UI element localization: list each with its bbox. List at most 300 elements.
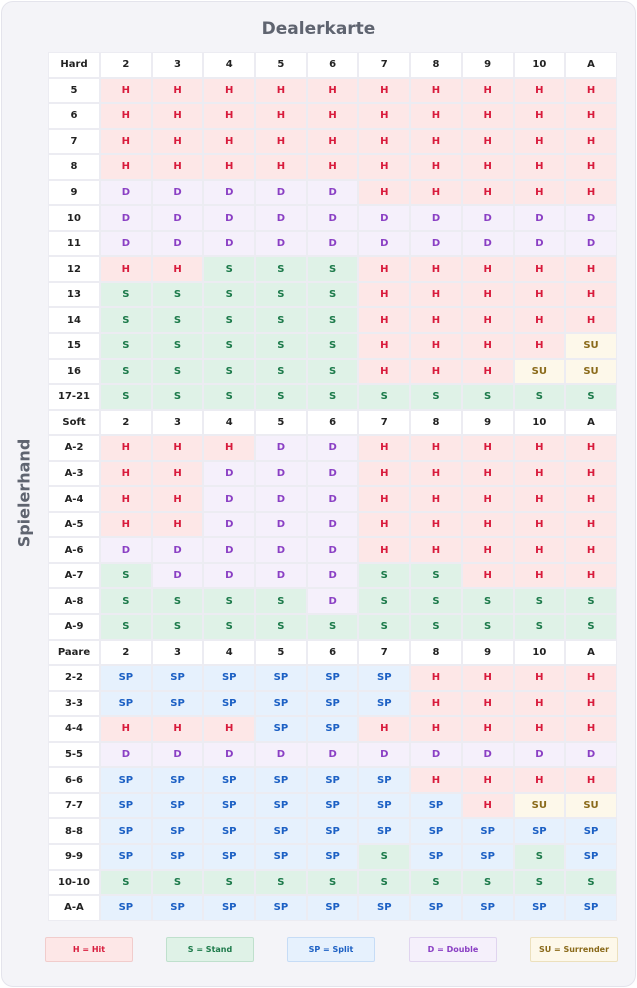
action-cell: H [462, 78, 514, 104]
action-cell: H [565, 461, 617, 487]
action-cell: SP [565, 844, 617, 870]
action-cell: SP [358, 767, 410, 793]
action-cell: S [410, 563, 462, 589]
player-hand-label: 8-8 [48, 818, 100, 844]
player-hand-label: 13 [48, 282, 100, 308]
action-cell: H [565, 486, 617, 512]
action-cell: SP [203, 793, 255, 819]
action-cell: S [203, 359, 255, 385]
action-cell: S [307, 614, 359, 640]
action-cell: H [514, 154, 566, 180]
action-cell: S [255, 359, 307, 385]
player-hand-label: A-5 [48, 512, 100, 538]
action-cell: D [203, 742, 255, 768]
action-cell: H [410, 180, 462, 206]
action-cell: H [307, 103, 359, 129]
action-cell: SP [514, 818, 566, 844]
action-cell: H [358, 359, 410, 385]
dealer-card-header: 3 [152, 52, 204, 78]
action-cell: H [514, 665, 566, 691]
action-cell: H [514, 537, 566, 563]
action-cell: S [410, 588, 462, 614]
action-cell: H [358, 716, 410, 742]
action-cell: H [514, 180, 566, 206]
action-cell: H [410, 767, 462, 793]
strategy-table [48, 52, 617, 921]
dealer-card-header: 8 [410, 410, 462, 436]
action-cell: H [100, 461, 152, 487]
action-cell: H [152, 129, 204, 155]
player-hand-label: 2-2 [48, 665, 100, 691]
action-cell: H [152, 78, 204, 104]
dealer-card-header: 10 [514, 410, 566, 436]
action-cell: H [203, 103, 255, 129]
action-cell: SP [462, 844, 514, 870]
action-cell: H [565, 691, 617, 717]
action-cell: D [152, 231, 204, 257]
action-cell: SU [514, 359, 566, 385]
action-cell: H [358, 512, 410, 538]
action-cell: D [255, 231, 307, 257]
action-cell: H [358, 333, 410, 359]
action-cell: S [307, 384, 359, 410]
player-hand-label: 16 [48, 359, 100, 385]
action-cell: H [152, 256, 204, 282]
action-cell: S [307, 333, 359, 359]
action-cell: S [203, 256, 255, 282]
player-hand-label: A-2 [48, 435, 100, 461]
action-cell: H [410, 103, 462, 129]
action-cell: H [514, 512, 566, 538]
legend-item-s: S = Stand [166, 937, 254, 962]
action-cell: SP [307, 818, 359, 844]
action-cell: D [255, 742, 307, 768]
action-cell: H [100, 512, 152, 538]
action-cell: SP [152, 691, 204, 717]
action-cell: SP [307, 844, 359, 870]
player-hand-label: A-A [48, 895, 100, 921]
action-cell: S [358, 384, 410, 410]
player-hand-label: 11 [48, 231, 100, 257]
action-cell: S [255, 614, 307, 640]
action-cell: SP [307, 691, 359, 717]
action-cell: SU [565, 333, 617, 359]
player-hand-label: 15 [48, 333, 100, 359]
action-cell: H [514, 716, 566, 742]
action-cell: SP [358, 818, 410, 844]
action-cell: H [307, 129, 359, 155]
action-cell: SP [255, 691, 307, 717]
action-cell: D [307, 742, 359, 768]
action-cell: S [203, 333, 255, 359]
action-cell: D [152, 742, 204, 768]
action-cell: H [100, 716, 152, 742]
dealer-card-header: 7 [358, 410, 410, 436]
action-cell: S [514, 588, 566, 614]
action-cell: D [152, 180, 204, 206]
player-hand-label: 9-9 [48, 844, 100, 870]
action-cell: H [152, 103, 204, 129]
player-hand-label: 4-4 [48, 716, 100, 742]
action-cell: S [203, 588, 255, 614]
action-cell: SP [100, 844, 152, 870]
action-cell: H [462, 537, 514, 563]
action-cell: H [307, 154, 359, 180]
dealer-card-header: 2 [100, 52, 152, 78]
player-hand-label: 5-5 [48, 742, 100, 768]
action-cell: S [255, 588, 307, 614]
action-cell: H [514, 461, 566, 487]
action-cell: SP [203, 895, 255, 921]
action-cell: SP [565, 895, 617, 921]
action-cell: S [203, 282, 255, 308]
action-cell: SP [307, 793, 359, 819]
action-cell: H [565, 537, 617, 563]
action-cell: D [255, 486, 307, 512]
action-cell: S [203, 614, 255, 640]
action-cell: H [358, 435, 410, 461]
player-hand-label: 6-6 [48, 767, 100, 793]
action-cell: H [462, 716, 514, 742]
action-cell: D [203, 461, 255, 487]
action-cell: S [255, 333, 307, 359]
action-cell: H [100, 103, 152, 129]
action-cell: H [410, 282, 462, 308]
side-axis-label: Spielerhand [14, 438, 34, 548]
dealer-card-header: 4 [203, 410, 255, 436]
action-cell: D [358, 205, 410, 231]
action-cell: H [514, 129, 566, 155]
player-hand-label: 17-21 [48, 384, 100, 410]
action-cell: S [100, 384, 152, 410]
action-cell: H [203, 716, 255, 742]
action-cell: H [462, 486, 514, 512]
action-cell: S [358, 844, 410, 870]
action-cell: H [410, 154, 462, 180]
action-cell: S [514, 384, 566, 410]
action-cell: D [410, 205, 462, 231]
action-cell: SP [100, 691, 152, 717]
dealer-card-header: 10 [514, 640, 566, 666]
player-hand-label: 5 [48, 78, 100, 104]
dealer-card-header: 7 [358, 640, 410, 666]
action-cell: S [565, 384, 617, 410]
action-cell: SP [307, 767, 359, 793]
action-cell: H [514, 282, 566, 308]
action-cell: D [462, 742, 514, 768]
action-cell: SP [203, 818, 255, 844]
player-hand-label: 8 [48, 154, 100, 180]
action-cell: H [358, 461, 410, 487]
action-cell: H [152, 512, 204, 538]
action-cell: S [514, 614, 566, 640]
action-cell: SU [565, 359, 617, 385]
action-cell: D [462, 205, 514, 231]
action-cell: H [152, 461, 204, 487]
action-cell: SP [152, 665, 204, 691]
action-cell: SU [565, 793, 617, 819]
action-cell: SP [358, 793, 410, 819]
action-cell: H [203, 154, 255, 180]
action-cell: S [152, 333, 204, 359]
action-cell: H [565, 154, 617, 180]
action-cell: SP [358, 665, 410, 691]
action-cell: D [462, 231, 514, 257]
action-cell: S [100, 333, 152, 359]
dealer-card-header: 8 [410, 52, 462, 78]
dealer-card-header: 9 [462, 640, 514, 666]
action-cell: H [462, 563, 514, 589]
action-cell: H [358, 154, 410, 180]
action-cell: H [514, 435, 566, 461]
action-cell: H [462, 307, 514, 333]
action-cell: H [255, 129, 307, 155]
action-cell: D [203, 180, 255, 206]
player-hand-label: A-6 [48, 537, 100, 563]
action-cell: H [462, 435, 514, 461]
action-cell: H [358, 486, 410, 512]
player-hand-label: A-8 [48, 588, 100, 614]
action-cell: D [203, 205, 255, 231]
action-cell: D [203, 537, 255, 563]
action-cell: SP [100, 818, 152, 844]
dealer-card-header: 5 [255, 410, 307, 436]
action-cell: S [565, 870, 617, 896]
action-cell: S [358, 563, 410, 589]
action-cell: H [514, 78, 566, 104]
action-cell: S [152, 359, 204, 385]
action-cell: S [152, 282, 204, 308]
action-cell: H [565, 78, 617, 104]
action-cell: H [462, 665, 514, 691]
action-cell: H [358, 103, 410, 129]
action-cell: S [152, 307, 204, 333]
action-cell: D [307, 486, 359, 512]
action-cell: H [462, 691, 514, 717]
action-cell: S [255, 282, 307, 308]
action-cell: D [255, 205, 307, 231]
action-cell: H [307, 78, 359, 104]
action-cell: SP [203, 691, 255, 717]
action-cell: H [565, 767, 617, 793]
action-cell: SP [410, 793, 462, 819]
action-cell: S [255, 307, 307, 333]
player-hand-label: 7-7 [48, 793, 100, 819]
action-cell: H [100, 154, 152, 180]
legend-item-h: H = Hit [45, 937, 133, 962]
action-cell: H [410, 537, 462, 563]
action-cell: H [514, 256, 566, 282]
action-cell: D [203, 486, 255, 512]
action-cell: SP [203, 665, 255, 691]
action-cell: H [100, 256, 152, 282]
action-cell: S [462, 384, 514, 410]
action-cell: SP [307, 895, 359, 921]
action-cell: D [152, 563, 204, 589]
action-cell: H [152, 435, 204, 461]
action-cell: D [307, 231, 359, 257]
action-cell: SP [410, 844, 462, 870]
dealer-card-header: 9 [462, 410, 514, 436]
dealer-card-header: 6 [307, 52, 359, 78]
action-cell: S [462, 614, 514, 640]
action-cell: H [462, 461, 514, 487]
action-cell: S [100, 307, 152, 333]
action-cell: H [462, 129, 514, 155]
action-cell: SP [358, 691, 410, 717]
action-cell: S [462, 870, 514, 896]
player-hand-label: 6 [48, 103, 100, 129]
action-cell: S [307, 256, 359, 282]
action-cell: SP [307, 665, 359, 691]
section-header-paare: Paare [48, 640, 100, 666]
player-hand-label: A-4 [48, 486, 100, 512]
legend-item-sp: SP = Split [287, 937, 375, 962]
player-hand-label: 14 [48, 307, 100, 333]
player-hand-label: A-3 [48, 461, 100, 487]
action-cell: SP [100, 767, 152, 793]
dealer-card-header: 8 [410, 640, 462, 666]
action-cell: SP [152, 767, 204, 793]
dealer-card-header: A [565, 410, 617, 436]
action-cell: H [203, 78, 255, 104]
action-cell: H [565, 716, 617, 742]
dealer-card-header: 10 [514, 52, 566, 78]
action-cell: S [565, 588, 617, 614]
action-cell: S [514, 870, 566, 896]
action-cell: H [514, 486, 566, 512]
action-cell: H [152, 486, 204, 512]
dealer-card-header: 2 [100, 410, 152, 436]
action-cell: H [152, 716, 204, 742]
action-cell: H [358, 129, 410, 155]
action-cell: S [203, 384, 255, 410]
action-cell: S [565, 614, 617, 640]
action-cell: H [255, 78, 307, 104]
action-cell: H [462, 512, 514, 538]
section-header-hard: Hard [48, 52, 100, 78]
dealer-card-header: 5 [255, 52, 307, 78]
action-cell: SP [203, 767, 255, 793]
player-hand-label: 9 [48, 180, 100, 206]
action-cell: SP [152, 844, 204, 870]
action-cell: H [565, 512, 617, 538]
action-cell: H [410, 716, 462, 742]
dealer-card-header: 4 [203, 52, 255, 78]
action-cell: D [255, 461, 307, 487]
action-cell: H [514, 103, 566, 129]
action-cell: S [152, 870, 204, 896]
player-hand-label: 10-10 [48, 870, 100, 896]
action-cell: H [410, 486, 462, 512]
action-cell: D [307, 563, 359, 589]
action-cell: H [565, 665, 617, 691]
action-cell: H [100, 129, 152, 155]
action-cell: SP [410, 895, 462, 921]
action-cell: H [358, 537, 410, 563]
action-cell: S [358, 870, 410, 896]
action-cell: D [565, 231, 617, 257]
action-cell: S [100, 870, 152, 896]
action-cell: H [462, 282, 514, 308]
action-cell: SP [410, 818, 462, 844]
dealer-card-header: 4 [203, 640, 255, 666]
action-cell: D [565, 205, 617, 231]
action-cell: H [462, 103, 514, 129]
action-cell: H [514, 307, 566, 333]
action-cell: H [100, 435, 152, 461]
action-cell: SP [152, 895, 204, 921]
action-cell: S [100, 359, 152, 385]
action-cell: D [514, 231, 566, 257]
action-cell: H [462, 793, 514, 819]
action-cell: D [307, 205, 359, 231]
action-cell: S [203, 870, 255, 896]
dealer-card-header: 7 [358, 52, 410, 78]
action-cell: S [255, 384, 307, 410]
action-cell: H [410, 665, 462, 691]
action-cell: H [410, 691, 462, 717]
action-cell: SP [100, 895, 152, 921]
action-cell: D [255, 512, 307, 538]
dealer-card-header: 3 [152, 410, 204, 436]
player-hand-label: 10 [48, 205, 100, 231]
action-cell: S [307, 359, 359, 385]
action-cell: S [100, 614, 152, 640]
action-cell: S [514, 844, 566, 870]
action-cell: SP [255, 716, 307, 742]
action-cell: H [410, 461, 462, 487]
action-cell: H [410, 256, 462, 282]
dealer-card-header: A [565, 52, 617, 78]
dealer-card-header: 9 [462, 52, 514, 78]
action-cell: S [462, 588, 514, 614]
action-cell: D [255, 435, 307, 461]
action-cell: H [462, 256, 514, 282]
action-cell: S [152, 614, 204, 640]
action-cell: D [307, 180, 359, 206]
action-cell: H [358, 282, 410, 308]
action-cell: D [100, 205, 152, 231]
action-cell: S [358, 588, 410, 614]
action-cell: SP [358, 895, 410, 921]
action-cell: H [410, 307, 462, 333]
action-cell: D [307, 588, 359, 614]
action-cell: H [514, 563, 566, 589]
action-cell: SP [255, 793, 307, 819]
action-cell: S [410, 614, 462, 640]
player-hand-label: A-7 [48, 563, 100, 589]
player-hand-label: 12 [48, 256, 100, 282]
action-cell: S [410, 384, 462, 410]
action-cell: H [462, 180, 514, 206]
action-cell: H [100, 486, 152, 512]
action-cell: H [358, 256, 410, 282]
action-cell: D [358, 231, 410, 257]
action-cell: S [255, 256, 307, 282]
dealer-card-header: 6 [307, 640, 359, 666]
action-cell: SU [514, 793, 566, 819]
action-cell: S [203, 307, 255, 333]
action-cell: D [100, 537, 152, 563]
action-cell: H [565, 282, 617, 308]
action-cell: S [307, 307, 359, 333]
action-cell: H [410, 129, 462, 155]
action-cell: S [307, 870, 359, 896]
action-cell: H [410, 333, 462, 359]
action-cell: S [358, 614, 410, 640]
action-cell: D [255, 537, 307, 563]
